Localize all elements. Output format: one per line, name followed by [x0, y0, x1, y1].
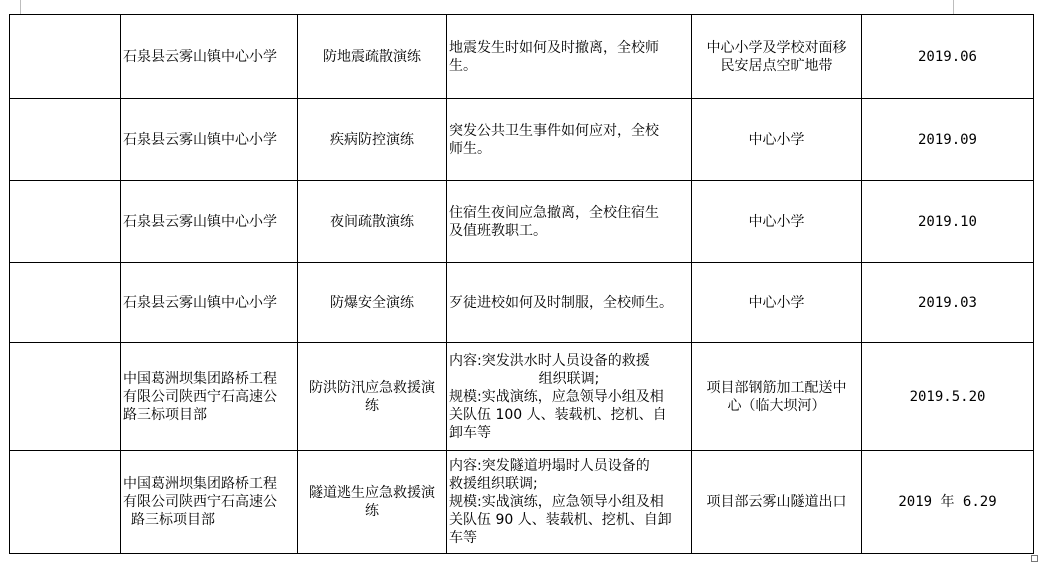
cell-drill-name-line: 练: [365, 397, 379, 414]
cell-location: [692, 451, 862, 554]
cell-drill-name: [298, 343, 447, 451]
drill-table-body: [10, 15, 1034, 554]
cell-blank: [10, 343, 121, 451]
cell-content-line: 住宿生夜间应急撤离，全校住宿生: [449, 204, 659, 221]
cell-unit: [121, 181, 298, 263]
cell-date: 2019.10: [862, 181, 1034, 263]
cell-drill-name-line: 疾病防控演练: [330, 131, 414, 148]
cell-blank: [10, 181, 121, 263]
cell-content-line: 歹徒进校如何及时制服，全校师生。: [449, 294, 673, 311]
table-row: [10, 343, 1034, 451]
cell-content-line: 关队伍 100 人、装载机、挖机、自: [449, 406, 667, 423]
cell-content-line: 组织联调;: [538, 370, 600, 387]
cell-location: [692, 15, 862, 99]
cell-location-line: 项目部钢筋加工配送中: [706, 379, 847, 396]
table-row: [10, 15, 1034, 99]
cell-content: [447, 181, 692, 263]
table-row: [10, 99, 1034, 181]
cell-blank: [10, 15, 121, 99]
cell-unit-line: 石泉县云雾山镇中心小学: [123, 294, 277, 311]
cell-unit-line: 石泉县云雾山镇中心小学: [123, 131, 277, 148]
cell-location-line: 心（临大坝河）: [727, 397, 826, 414]
cell-drill-name: [298, 263, 447, 343]
cell-blank: [10, 263, 121, 343]
cell-date: 2019.03: [862, 263, 1034, 343]
cell-unit: [121, 343, 298, 451]
cell-location-line: 中心小学: [748, 294, 805, 311]
cell-unit-line: 石泉县云雾山镇中心小学: [123, 213, 277, 230]
cell-content-line: 车等: [449, 530, 477, 546]
cell-unit-line: 中国葛洲坝集团路桥工程: [123, 370, 277, 387]
cell-unit: [121, 15, 298, 99]
drill-table: [9, 14, 1034, 554]
cell-content-line: 救援组织联调;: [449, 476, 538, 492]
cell-unit-line: 石泉县云雾山镇中心小学: [123, 48, 277, 65]
cell-unit-line: 中国葛洲坝集团路桥工程: [123, 476, 277, 492]
table-resize-handle[interactable]: [1031, 555, 1038, 562]
cell-blank: [10, 451, 121, 554]
cell-content-line: 内容:突发洪水时人员设备的救援: [449, 352, 650, 369]
cell-content-line: 规模:实战演练，应急领导小组及相: [449, 494, 664, 510]
cell-unit: [121, 263, 298, 343]
cell-content: [447, 263, 692, 343]
margin-mark-left: [20, 0, 21, 14]
cell-drill-name-line: 防地震疏散演练: [323, 48, 421, 65]
cell-location-line: 民安居点空旷地带: [720, 57, 833, 74]
cell-drill-name-line: 防洪防汛应急救援演: [309, 379, 435, 396]
cell-content-line: 及值班教职工。: [449, 222, 547, 239]
cell-location-line: 中心小学: [748, 131, 805, 148]
cell-drill-name-line: 防爆安全演练: [330, 294, 414, 311]
cell-drill-name: [298, 15, 447, 99]
cell-unit: [121, 99, 298, 181]
cell-content: [447, 343, 692, 451]
cell-content: [447, 451, 692, 554]
table-row: [10, 181, 1034, 263]
cell-location-line: 项目部云雾山隧道出口: [706, 494, 847, 510]
cell-unit-line: 有限公司陕西宁石高速公: [123, 388, 277, 405]
cell-drill-name: [298, 99, 447, 181]
cell-drill-name: [298, 181, 447, 263]
cell-drill-name-line: 夜间疏散演练: [330, 213, 414, 230]
cell-date: 2019 年 6.29: [862, 451, 1034, 554]
cell-date: 2019.09: [862, 99, 1034, 181]
cell-content-line: 师生。: [449, 140, 491, 157]
cell-unit: [121, 451, 298, 554]
cell-content-line: 卸车等: [449, 424, 491, 441]
cell-drill-name-line: 隧道逃生应急救援演: [309, 485, 435, 501]
cell-content: [447, 15, 692, 99]
table-row: [10, 263, 1034, 343]
margin-mark-right: [953, 0, 954, 14]
cell-location: [692, 99, 862, 181]
cell-content-line: 突发公共卫生事件如何应对，全校: [449, 122, 659, 139]
cell-content-line: 规模:实战演练，应急领导小组及相: [449, 388, 664, 405]
cell-location: [692, 263, 862, 343]
table-row: [10, 451, 1034, 554]
cell-content-line: 关队伍 90 人、装载机、挖机、自卸: [449, 512, 672, 528]
cell-blank: [10, 99, 121, 181]
cell-location-line: 中心小学及学校对面移: [706, 39, 847, 56]
cell-location: [692, 181, 862, 263]
cell-content-line: 地震发生时如何及时撤离，全校师: [449, 39, 659, 56]
cell-drill-name: [298, 451, 447, 554]
cell-content-line: 内容:突发隧道坍塌时人员设备的: [449, 458, 650, 474]
cell-unit-line: 有限公司陕西宁石高速公: [123, 494, 277, 510]
cell-unit-line: 路三标项目部: [131, 512, 215, 528]
cell-unit-line: 路三标项目部: [123, 406, 207, 423]
cell-content-line: 生。: [449, 57, 477, 74]
cell-date: 2019.5.20: [862, 343, 1034, 451]
cell-drill-name-line: 练: [365, 503, 379, 519]
cell-location: [692, 343, 862, 451]
cell-content: [447, 99, 692, 181]
cell-location-line: 中心小学: [748, 213, 805, 230]
cell-date: 2019.06: [862, 15, 1034, 99]
